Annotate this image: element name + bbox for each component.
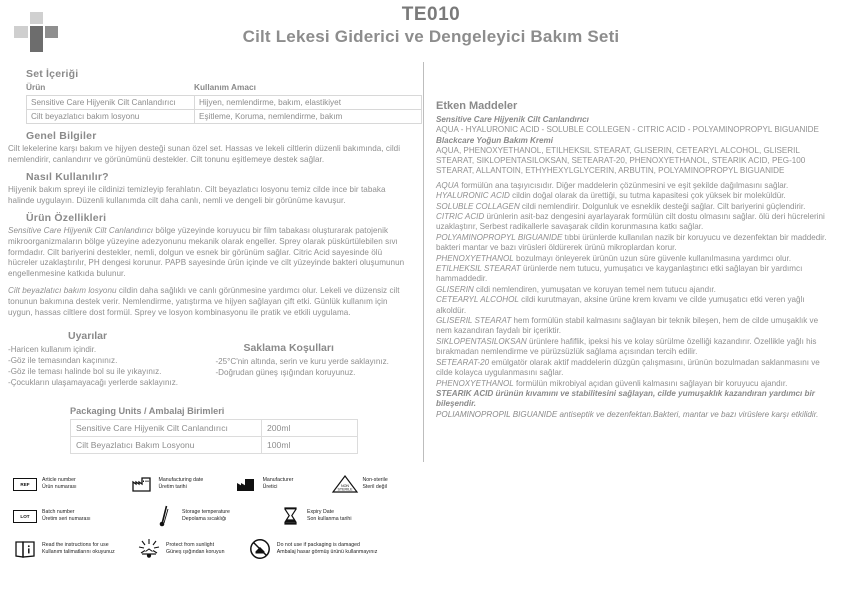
ingredient-desc [436,337,834,358]
ingredient-name: ETILHEKSIL STEARAT [436,264,521,274]
list-item: -Göz ile teması halinde bol su ile yıkayınız. [8,367,162,377]
non-sterile-triangle-icon [328,474,362,494]
features-heading: Ürün Özellikleri [26,212,107,225]
list-item: -25°C'nin altında, serin ve kuru yerde saklayınız. [215,357,389,367]
ingredient-name: POLYAMINOPROPYL BIGUANIDE [436,232,563,242]
symbol-tr: Üretim seri numarası [42,516,91,522]
ingredient-text: formülün mikrobiyal açıdan güvenli kalmasını sağlayan bir koruyucu ajandır. [513,378,788,388]
symbol-expiry-date-text [307,509,352,523]
ingredient-product-2-name: Blackcare Yoğun Bakım Kremi [436,135,553,145]
ingredient-text: hem formülün stabil kalmasını sağlayan bir teknik bileşen, hem de cilde umuşaklık ve nem kazandıran faydalı bir içeriktir. [436,316,819,336]
symbol-manufacturer [229,474,329,494]
set-contents-table [26,95,422,124]
symbol-en: Do not use if packaging is damaged [276,542,360,548]
table-row [71,437,358,454]
symbol-en: Non-sterile [362,477,388,483]
symbol-tr: Üretici [262,484,278,490]
ingredient-text: cildi nemlendiren, yumuşatan ve koruyan temel nem tutucu ajandır. [473,284,716,294]
factory-calendar-icon [125,476,159,492]
ingredient-desc [436,410,834,420]
ingredient-text: tıbbi ürünlerde kullanılan nazik bir koruyucu ve dezenfektan bir maddedir. bakteri mantar ve bazı virüsleri öldürerek ürünü mikroplardan korur. [436,232,827,253]
ingredient-product-2-inci: AQUA, PHENOXYETHANOL, ETILHEKSIL STEARAT, GLISERIN, CETEARYL ALCOHOL, GLISERIL STEARAT, SIKLOPENTASILOKSAN, SETEARAT-20, PHENOXYETHANOL, STEARIK ACID, PEG-100 STEARAT, ALLANTOIN, ETHYHEXYLGLYCERIN, ARBUTIN, POLYAMINOPROPYL BIGUANIDE [436,145,806,176]
set-row-0-product: Sensitive Care Hijyenik Cilt Canlandırıcı [27,96,195,110]
symbol-en: Manufacturing date [158,477,204,483]
svg-text:STERILE: STERILE [337,487,353,492]
lot-box-icon [8,510,42,523]
features-product-2-name: Cilt beyazlatıcı bakım losyonu [8,286,117,296]
ingredient-desc [436,358,834,379]
ingredient-text: ürünlerde nem tutucu, yumuşatıcı ve kayganlaştırıcı etki sağlayan bir yardımcı hammaddedir. [436,264,803,284]
symbol-manufacturing-date-text [159,477,204,491]
sun-protect-icon [132,538,166,560]
ingredient-desc [436,191,834,201]
ingredient-text: cildin doğal olarak da ürettiği, su tutma kapasitesi çok yüksek bir moleküldür. [509,191,786,201]
list-item: -Haricen kullanım içindir. [8,345,97,355]
ingredient-desc [436,389,834,410]
ingredient-text: antiseptik ve dezenfektan.Bakteri, mantar ve bazı virüslere karşı etkilidir. [557,409,819,419]
general-info-heading: Genel Bilgiler [26,130,97,142]
symbol-damaged-package [243,538,420,560]
warnings-list [8,344,215,388]
table-row [27,96,422,110]
ingredient-text: ürünün kıvamını ve stabilitesini sağlayan, cilde yumuşaklık kazandıran yardımcı bir bileşendir. [436,388,815,409]
symbol-tr: Steril değil [362,484,387,490]
symbol-tr: Ambalaj hasar görmüş ürünü kullanmayınız [276,549,378,555]
packaging-table [70,419,358,454]
symbol-read-instructions [8,538,132,560]
ingredient-text: emülgatör olarak aktif maddelerin düzgün çalışmasını, ürünün bozulmadan saklanmasını ve cilde kolayca uygulanmasını sağlar. [436,357,820,378]
set-row-1-product: Cilt beyazlatıcı bakım losyonu [27,110,195,124]
symbol-storage-temperature [148,505,273,527]
ingredient-name: POLIAMINOPROPIL BIGUANIDE [436,409,558,419]
title-block [0,4,842,48]
ingredient-name: SETEARAT-20 [436,357,490,367]
ingredient-desc [436,181,834,191]
symbol-en: Protect from sunlight [166,542,215,548]
symbol-non-sterile [328,474,420,494]
page-header [0,4,842,56]
symbol-tr: Ürün numarası [42,484,77,490]
list-item: -Çocukların ulaşamayacağı yerlerde saklayınız. [8,378,179,388]
symbol-tr: Son kullanma tarihi [307,516,352,522]
pack-row-1-volume: 100ml [262,437,358,454]
how-to-use-heading: Nasıl Kullanılır? [26,171,109,184]
symbol-tr: Depolama sıcaklığı [182,516,227,522]
ingredient-desc [436,212,834,233]
set-contents-heading: Set İçeriği [26,68,79,80]
symbol-manufacturing-date [125,474,229,494]
ingredient-name: CETEARYL ALCOHOL [436,295,519,305]
symbols-legend [8,474,420,571]
features-paragraph-2 [8,286,413,318]
ingredient-product-1-name: Sensitive Care Hijyenik Cilt Canlandırıcı [436,115,589,124]
content-columns [0,56,842,595]
svg-text:NON: NON [341,484,350,488]
symbol-batch-number-text [42,509,91,523]
symbol-protect-from-sunlight [132,538,243,560]
ingredient-desc [436,316,834,337]
symbol-en: Manufacturer [262,477,294,483]
ingredient-text: cildi kurutmayan, aksine ürüne krem kıvamı ve cilde yumuşatıcı etki veren yağlı alkoldür. [436,295,805,315]
symbol-tr: Üretim tarihi [158,484,187,490]
page-title: Cilt Lekesi Giderici ve Dengeleyici Bakım Seti [242,27,620,46]
table-row [27,110,422,124]
brand-logo-icon [14,12,58,52]
warnings-heading: Uyarılar [68,330,108,343]
how-to-use-text: Hijyenik bakım spreyi ile cildinizi temizleyip ferahlatın. Cilt beyazlatıcı losyonu temiz cilde ince bir tabaka halinde uygulayın. Düzenli kullanımda cilt daha canlı, nemli ve dengeli bir görünüme kavuşur. [8,185,386,205]
thermometer-icon [148,505,182,527]
symbol-en: Batch number [42,509,75,515]
symbol-en: Expiry Date [307,509,335,515]
list-item: -Göz ile temasından kaçınınız. [8,356,118,366]
storage-heading: Saklama Koşulları [243,342,334,355]
symbols-row-2 [8,505,420,527]
symbol-tr: Kullanım talimatlarını okuyunuz [42,549,115,555]
lot-label: LOT [13,510,37,523]
features-product-1-name: Sensitive Care Hijyenik Cilt Canlandırıcı [8,226,154,236]
ingredient-name: SIKLOPENTASILOKSAN [436,336,527,346]
set-contents-table-header [26,82,413,92]
packaging-heading: Packaging Units / Ambalaj Birimleri [70,406,225,417]
ingredient-desc [436,202,834,212]
symbol-en: Read the instructions for use [42,542,109,548]
symbol-manufacturer-text [263,477,294,491]
symbol-storage-temperature-text [182,509,230,523]
hourglass-icon [273,506,307,526]
symbol-damaged-package-text [277,542,378,556]
ingredient-descriptions [436,181,834,420]
product-datasheet-page [0,4,842,595]
ingredient-name: PHENOXYETHANOL [436,253,514,263]
symbol-tr: Güneş ışığından koruyun [166,549,225,555]
ingredient-product-1-inci: AQUA - HYALURONIC ACID - SOLUBLE COLLEGEN - CITRIC ACID - POLYAMINOPROPYL BIGUANIDE [436,125,819,135]
ingredient-text: ürünlere hafiflik, ipeksi his ve kolay sürülme özelliği kazandırır. Özellikle yağlı his bırakmadan nemlendirme ve pürüzsüzlük sağlama açısından tercih edilir. [436,336,817,357]
damaged-package-icon [243,538,277,560]
symbol-non-sterile-text [362,477,387,491]
set-col-purpose: Kullanım Amacı [194,82,256,92]
ingredient-text: cildi nemlendirir. Dolgunluk ve esneklik desteği sağlar. Cilt bariyerini güçlendirir. [519,201,806,211]
warnings-block [8,330,215,388]
ingredient-desc [436,254,834,264]
features-product-1-text: bölge yüzeyinde koruyucu bir film tabakası oluşturarak patojenik mikroorganizmaların bölge yüzeyine adezyonunu mekanik olarak engeller. Sprey olarak püskürtülebilen sıvı formdadır. Cilt bariyerini destekler, nemli, dolgun ve esnek bir görünüm sağlar. Citric Acid sayesinde ölü hücreler uzaklaştırılır, PH dengesi korunur. PAPB sayesinde ürün içinde ve cilt yüzeyinde bakteri oluşumunun engellenmesine katkıda bulunur. [8,226,405,278]
general-info-text: Cilt lekelerine karşı bakım ve hijyen desteği sunan özel set. Hassas ve lekeli ciltlerin düzenli bakımında, cildi nemlendirir, canlandırır ve görünümünü destekler. Cilt tonunu eşitlemeye destek sağlar. [8,144,401,164]
right-column [424,56,842,595]
ingredient-text: ürünlerin asit-baz dengesini ayarlayarak formülün cilt dostu olmasını sağlar. ölü deri hücrelerini uzaklaştırır, Serbest radikallerle savaşarak cildin korunmasına katkı sağlar. [436,212,825,232]
ingredient-desc [436,295,834,316]
ingredient-desc [436,285,834,295]
symbols-row-3 [8,538,420,560]
symbol-batch-number [8,505,148,527]
ingredient-text: formülün ana taşıyıcısıdır. Diğer maddelerin çözünmesini ve eşit şekilde dağılmasını sağlar. [458,180,789,190]
symbol-en: Article number [42,477,76,483]
storage-block [215,330,413,388]
ingredient-name: STEARIK ACID [436,388,494,398]
left-column [0,56,423,595]
storage-list [215,356,413,378]
symbol-article-number [8,474,125,494]
symbol-en: Storage temperature [182,509,230,515]
table-row [71,420,358,437]
ingredient-name: GLISERIL STEARAT [436,316,512,326]
ingredient-name: HYALURONIC ACID [436,191,510,201]
symbol-protect-from-sunlight-text [166,542,224,556]
product-code: TE010 [401,4,461,25]
symbol-read-instructions-text [42,542,115,556]
ingredient-name: SOLUBLE COLLAGEN [436,201,520,211]
ingredient-name: GLISERIN [436,284,474,294]
ingredient-name: CITRIC ACID [436,212,485,221]
set-row-0-purpose: Hijyen, nemlendirme, bakım, elastikiyet [195,96,422,110]
pack-row-0-volume: 200ml [262,420,358,437]
features-product-2-text: cildin daha sağlıklı ve canlı görünmesine yardımcı olur. Lekeli ve düzensiz cilt tonunun bakımına destek verir. Nemlendirme, yatıştırma ve hijyen sağlayan çift etki. Günlük kullanım için uygun, hassas ciltlere dost formül. Sprey ve losyon kombinasyonu ile pratik ve etkili uygulama. [8,286,400,317]
active-ingredients-heading: Etken Maddeler [436,100,518,112]
ref-box-icon [8,478,42,491]
ingredient-desc [436,264,834,285]
symbols-row-1 [8,474,420,494]
pack-row-0-product: Sensitive Care Hijyenik Cilt Canlandırıcı [71,420,262,437]
factory-icon [229,477,263,492]
ref-label: REF [13,478,37,491]
ingredient-name: PHENOXYETHANOL [436,378,514,388]
ingredient-desc [436,233,834,254]
warnings-storage-row [8,330,413,388]
pack-row-1-product: Cilt Beyazlatıcı Bakım Losyonu [71,437,262,454]
instructions-booklet-icon [8,539,42,559]
packaging-block [70,406,413,454]
symbol-article-number-text [42,477,77,491]
features-paragraph-1 [8,226,413,279]
set-row-1-purpose: Eşitleme, Koruma, nemlendirme, bakım [195,110,422,124]
ingredient-name: AQUA [436,180,459,190]
list-item: -Doğrudan güneş ışığından koruyunuz. [215,368,356,378]
set-col-product: Ürün [26,82,46,92]
symbol-expiry-date [273,505,393,527]
ingredient-text: bozulmayı önleyerek ürünün uzun süre güvenle kullanılmasına yardımcı olur. [513,253,791,263]
ingredient-desc [436,379,834,389]
